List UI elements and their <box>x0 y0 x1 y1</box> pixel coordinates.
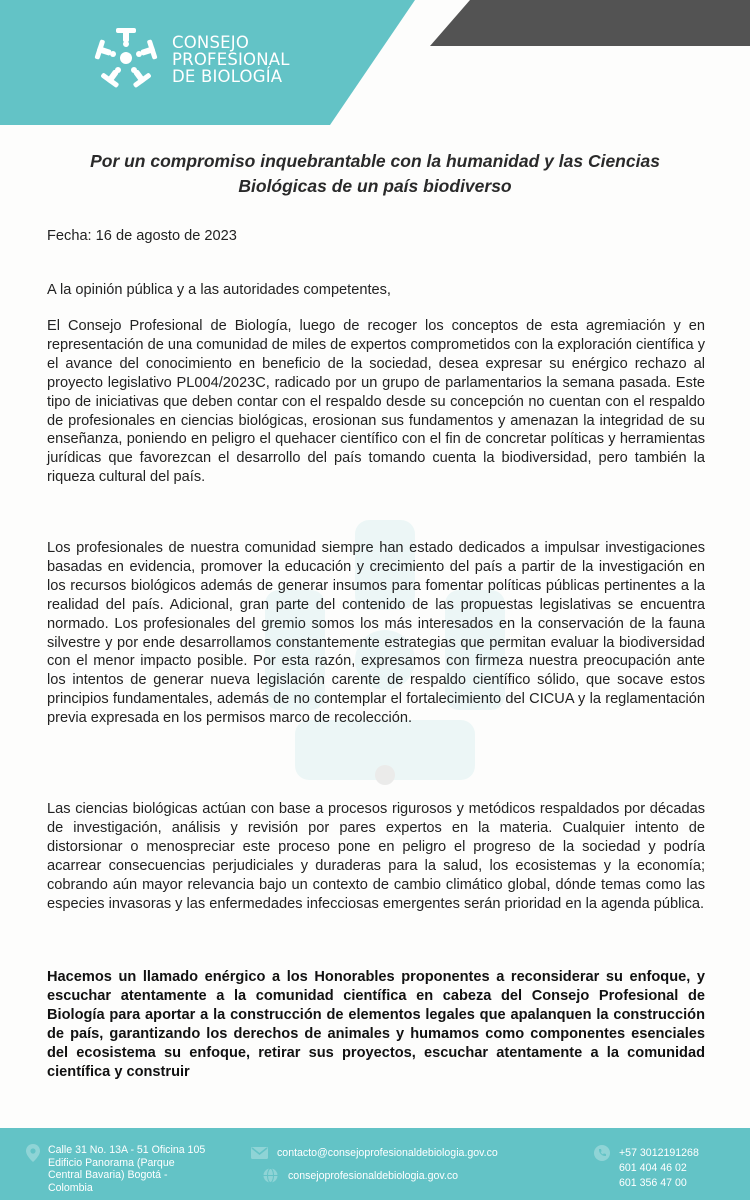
phone-3[interactable]: 601 356 47 00 <box>619 1177 687 1189</box>
address-line-3: Central Bavaria) Bogotá - <box>48 1169 168 1181</box>
phone-icon <box>594 1145 610 1161</box>
document-date: Fecha: 16 de agosto de 2023 <box>47 228 237 244</box>
greeting: A la opinión pública y a las autoridades competentes, <box>47 282 391 298</box>
logo-line-2: PROFESIONAL <box>172 50 290 69</box>
footer-address <box>48 1144 228 1194</box>
logo-line-1: CONSEJO <box>172 33 250 52</box>
logo-text <box>172 34 290 85</box>
paragraph-2: Los profesionales de nuestra comunidad siempre han estado dedicados a impulsar investigaciones basadas en evidencia, promover la educación y crecimiento del país a partir de la investigación en los recursos biológicos además de generar insumos para fomentar políticas públicas pertinentes a la realidad del país. Adicional, gran parte del contenido de las propuestas legislativas se encuentra normado. Los profesionales del gremio somos los más interesados en la conservación de la fauna silvestre y por ende desarrollamos constantemente estrategias que permitan evaluar la biodiversidad con el menor impacto posible. Por esta razón, expresamos con firmeza nuestra preocupación ante los intentos de generar nueva legislación carente de respaldo científico sólido, que socave estos principios fundamentales, además de no contemplar el fortalecimiento del CICUA y la reglamentación previa expresada en los permisos marco de recolección. <box>47 540 705 727</box>
footer <box>0 1128 750 1200</box>
logo-icon <box>90 22 162 94</box>
header-gray-shape <box>430 0 750 46</box>
globe-icon <box>263 1168 278 1183</box>
address-line-4: Colombia <box>48 1181 93 1194</box>
footer-phones <box>619 1146 699 1191</box>
mail-icon <box>251 1147 268 1159</box>
paragraph-1: El Consejo Profesional de Biología, luego de recoger los conceptos de esta agremiación y en representación de una comunidad de miles de expertos comprometidos con la exploración científica y el avance del conocimiento en beneficio de la sociedad, desea expresar su enérgico rechazo al proyecto legislativo PL004/2023C, radicado por un grupo de parlamentarios la semana pasada. Este tipo de iniciativas que deben contar con el respaldo desde su concepción no cuentan con el respaldo de profesionales en ciencias biológicas, erosionan sus fundamentos y amenazan la integridad de su enseñanza, poniendo en peligro el quehacer científico con el fin de concretar políticas y herramientas jurídicas que favorezcan el desarrollo del país tomando cuenta la biodiversidad, pero también la riqueza cultural del país. <box>47 318 705 486</box>
footer-email-link[interactable]: contacto@consejoprofesionaldebiologia.gov.co <box>277 1147 498 1159</box>
logo-line-3: DE BIOLOGÍA <box>172 67 283 86</box>
address-line-1: Calle 31 No. 13A - 51 Oficina 105 <box>48 1144 206 1156</box>
title-line-2: Biológicas de un país biodiverso <box>238 176 512 196</box>
title-line-1: Por un compromiso inquebrantable con la humanidad y las Ciencias <box>90 151 660 171</box>
page-title <box>40 149 710 199</box>
paragraph-4-call-to-action: Hacemos un llamado enérgico a los Honorables proponentes a reconsiderar su enfoque, y escuchar atentamente a la comunidad científica en cabeza del Consejo Profesional de Biología para aportar a la construcción de elementos legales que apalanquen la construcción de país, garantizando los derechos de animales y humamos como componentes esenciales del ecosistema su enfoque, retirar sus proyectos, escuchar atentamente a la comunidad científica y construir <box>47 969 705 1080</box>
phone-2[interactable]: 601 404 46 02 <box>619 1162 687 1174</box>
paragraph-3: Las ciencias biológicas actúan con base a procesos rigurosos y metódicos respaldados por décadas de investigación, análisis y revisión por pares expertos en la materia. Cualquier intento de distorsionar o menospreciar este proceso pone en peligro el progreso de la sociedad y podría acarrear consecuencias perjudiciales y duraderas para la salud, los ecosistemas y la economía; cobrando aún mayor relevancia bajo un contexto de cambio climático global, dónde temas como las especies invasoras y las enfermedades infecciosas emergentes serán prioridad en la agenda pública. <box>47 801 705 912</box>
footer-website-link[interactable]: consejoprofesionaldebiologia.gov.co <box>288 1170 459 1182</box>
location-pin-icon <box>26 1144 40 1162</box>
address-line-2: Edificio Panorama (Parque <box>48 1156 175 1169</box>
phone-1[interactable]: +57 3012191268 <box>619 1147 699 1159</box>
